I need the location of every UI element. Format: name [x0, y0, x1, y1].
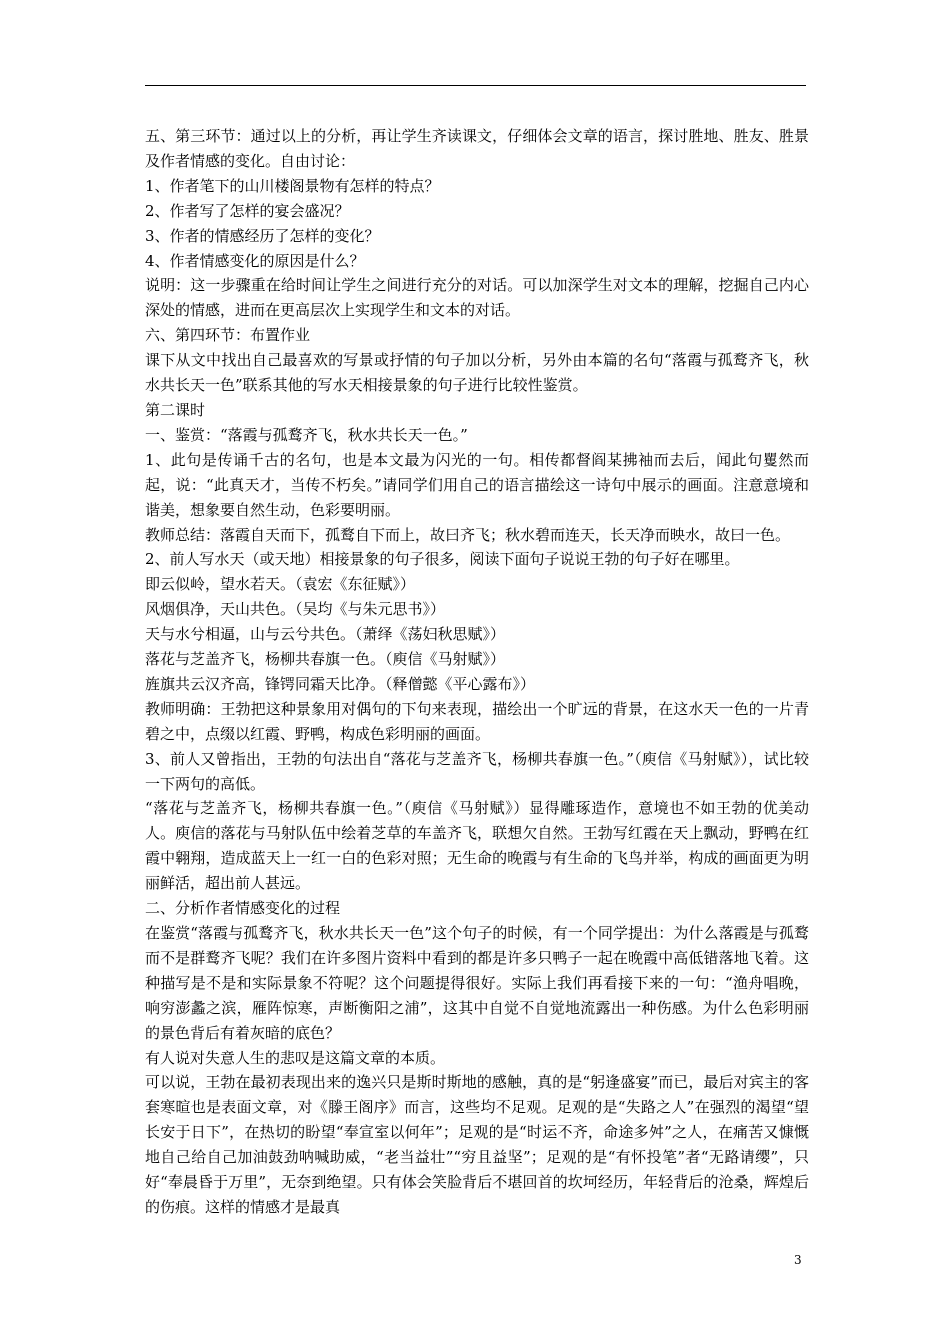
quote-line: 即云似岭，望水若天。（袁宏《东征赋》） [145, 575, 416, 594]
section-heading: 一、鉴赏：“落霞与孤鹜齐飞，秋水共长天一色。” [145, 425, 468, 444]
paragraph: “落花与芝盖齐飞，杨柳共春旗一色。”（庾信《马射赋》）显得雕琢造作，意境也不如王勃的优美动人。庾信的落花与马射队伍中绘着芝草的车盖齐飞，联想欠自然。王勃写红霞在天上飘动，野鸭在红霞中翱翔，造成蓝天上一红一白的色彩对照；无生命的晚霞与有生命的飞鸟并举，构成的画面更为明丽鲜活，超出前人甚远。 [145, 799, 809, 893]
paragraph: 说明：这一步骤重在给时间让学生之间进行充分的对话。可以加深学生对文本的理解，挖掘自己内心深处的情感，进而在更高层次上实现学生和文本的对话。 [145, 276, 809, 320]
paragraph: 1、此句是传诵千古的名句，也是本文最为闪光的一句。相传都督阎某拂袖而去后，闻此句矍然而起，说：“此真天才，当传不朽矣。”请同学们用自己的语言描绘这一诗句中展示的画面。注意意境和谐美，想象要自然生动，色彩要明丽。 [145, 450, 809, 519]
quote-line: 旌旗共云汉齐高，锋锷同霜天比净。（释僧懿《平心露布》） [145, 674, 536, 693]
paragraph: 五、第三环节：通过以上的分析，再让学生齐读课文，仔细体会文章的语言，探讨胜地、胜友、胜景及作者情感的变化。自由讨论： [145, 127, 809, 170]
quote-line: 风烟俱净，天山共色。（吴均《与朱元思书》） [145, 600, 446, 619]
paragraph: 在鉴赏“落霞与孤鹜齐飞，秋水共长天一色”这个句子的时候，有一个同学提出：为什么落霞是与孤鹜而不是群鹜齐飞呢？我们在许多图片资料中看到的都是许多只鸭子一起在晚霞中高低错落地飞着。这种描写是不是和实际景象不符呢？这个问题提得很好。实际上我们再看接下来的一句：“渔舟唱晚，响穷澎蠡之滨，雁阵惊寒，声断衡阳之浦”，这其中自觉不自觉地流露出一种伤感。为什么色彩明丽的景色背后有着灰暗的底色？ [145, 924, 809, 1042]
paragraph: 课下从文中找出自己最喜欢的写景或抒情的句子加以分析，另外由本篇的名句“落霞与孤鹜齐飞，秋水共长天一色”联系其他的写水天相接景象的句子进行比较性鉴赏。 [145, 351, 809, 395]
paragraph: 可以说，王勃在最初表现出来的逸兴只是斯时斯地的感触，真的是“躬逢盛宴”而已，最后对宾主的客套寒暄也是表面文章，对《滕王阁序》而言，这些均不足观。足观的是“失路之人”在强烈的渴望“望长安于日下”，在热切的盼望“奉宣室以何年”；足观的是“时运不齐，命途多舛”之人，在痛苦又慷慨地自己给自己加油鼓劲呐喊助威，“老当益壮”“穷且益坚”；足观的是“有怀投笔”者“无路请缨”，只好“奉晨昏于万里”，无奈到绝望。只有体会笑脸背后不堪回首的坎坷经历，年轻背后的沧桑，辉煌后的伤痕。这样的情感才是最真 [145, 1073, 809, 1216]
header-rule [145, 85, 806, 86]
paragraph: 教师明确：王勃把这种景象用对偶句的下句来表现，描绘出一个旷远的背景，在这水天一色的一片青碧之中，点缀以红霞、野鸭，构成色彩明丽的画面。 [145, 699, 809, 743]
section-heading: 二、分析作者情感变化的过程 [145, 899, 341, 918]
page-number: 3 [794, 1253, 802, 1267]
paragraph: 2、作者写了怎样的宴会盛况？ [145, 201, 350, 220]
paragraph: 4、作者情感变化的原因是什么？ [145, 251, 365, 270]
paragraph: 3、作者的情感经历了怎样的变化？ [145, 226, 380, 245]
document-body [145, 124, 809, 1220]
paragraph: 1、作者笔下的山川楼阁景物有怎样的特点？ [145, 176, 440, 195]
section-heading: 第二课时 [145, 400, 206, 419]
section-heading: 六、第四环节：布置作业 [145, 326, 311, 345]
paragraph: 2、前人写水天（或天地）相接景象的句子很多，阅读下面句子说说王勃的句子好在哪里。 [145, 550, 740, 569]
quote-line: 落花与芝盖齐飞，杨柳共春旗一色。（庾信《马射赋》） [145, 650, 506, 669]
paragraph: 有人说对失意人生的悲叹是这篇文章的本质。 [145, 1048, 446, 1067]
paragraph: 3、前人又曾指出，王勃的句法出自“落花与芝盖齐飞，杨柳共春旗一色。”（庾信《马射赋》），试比较一下两句的高低。 [145, 749, 809, 793]
quote-line: 天与水兮相逼，山与云兮共色。（萧绎《荡妇秋思赋》） [145, 625, 506, 644]
paragraph: 教师总结：落霞自天而下，孤鹜自下而上，故曰齐飞；秋水碧而连天，长天净而映水，故曰一色。 [145, 525, 791, 544]
